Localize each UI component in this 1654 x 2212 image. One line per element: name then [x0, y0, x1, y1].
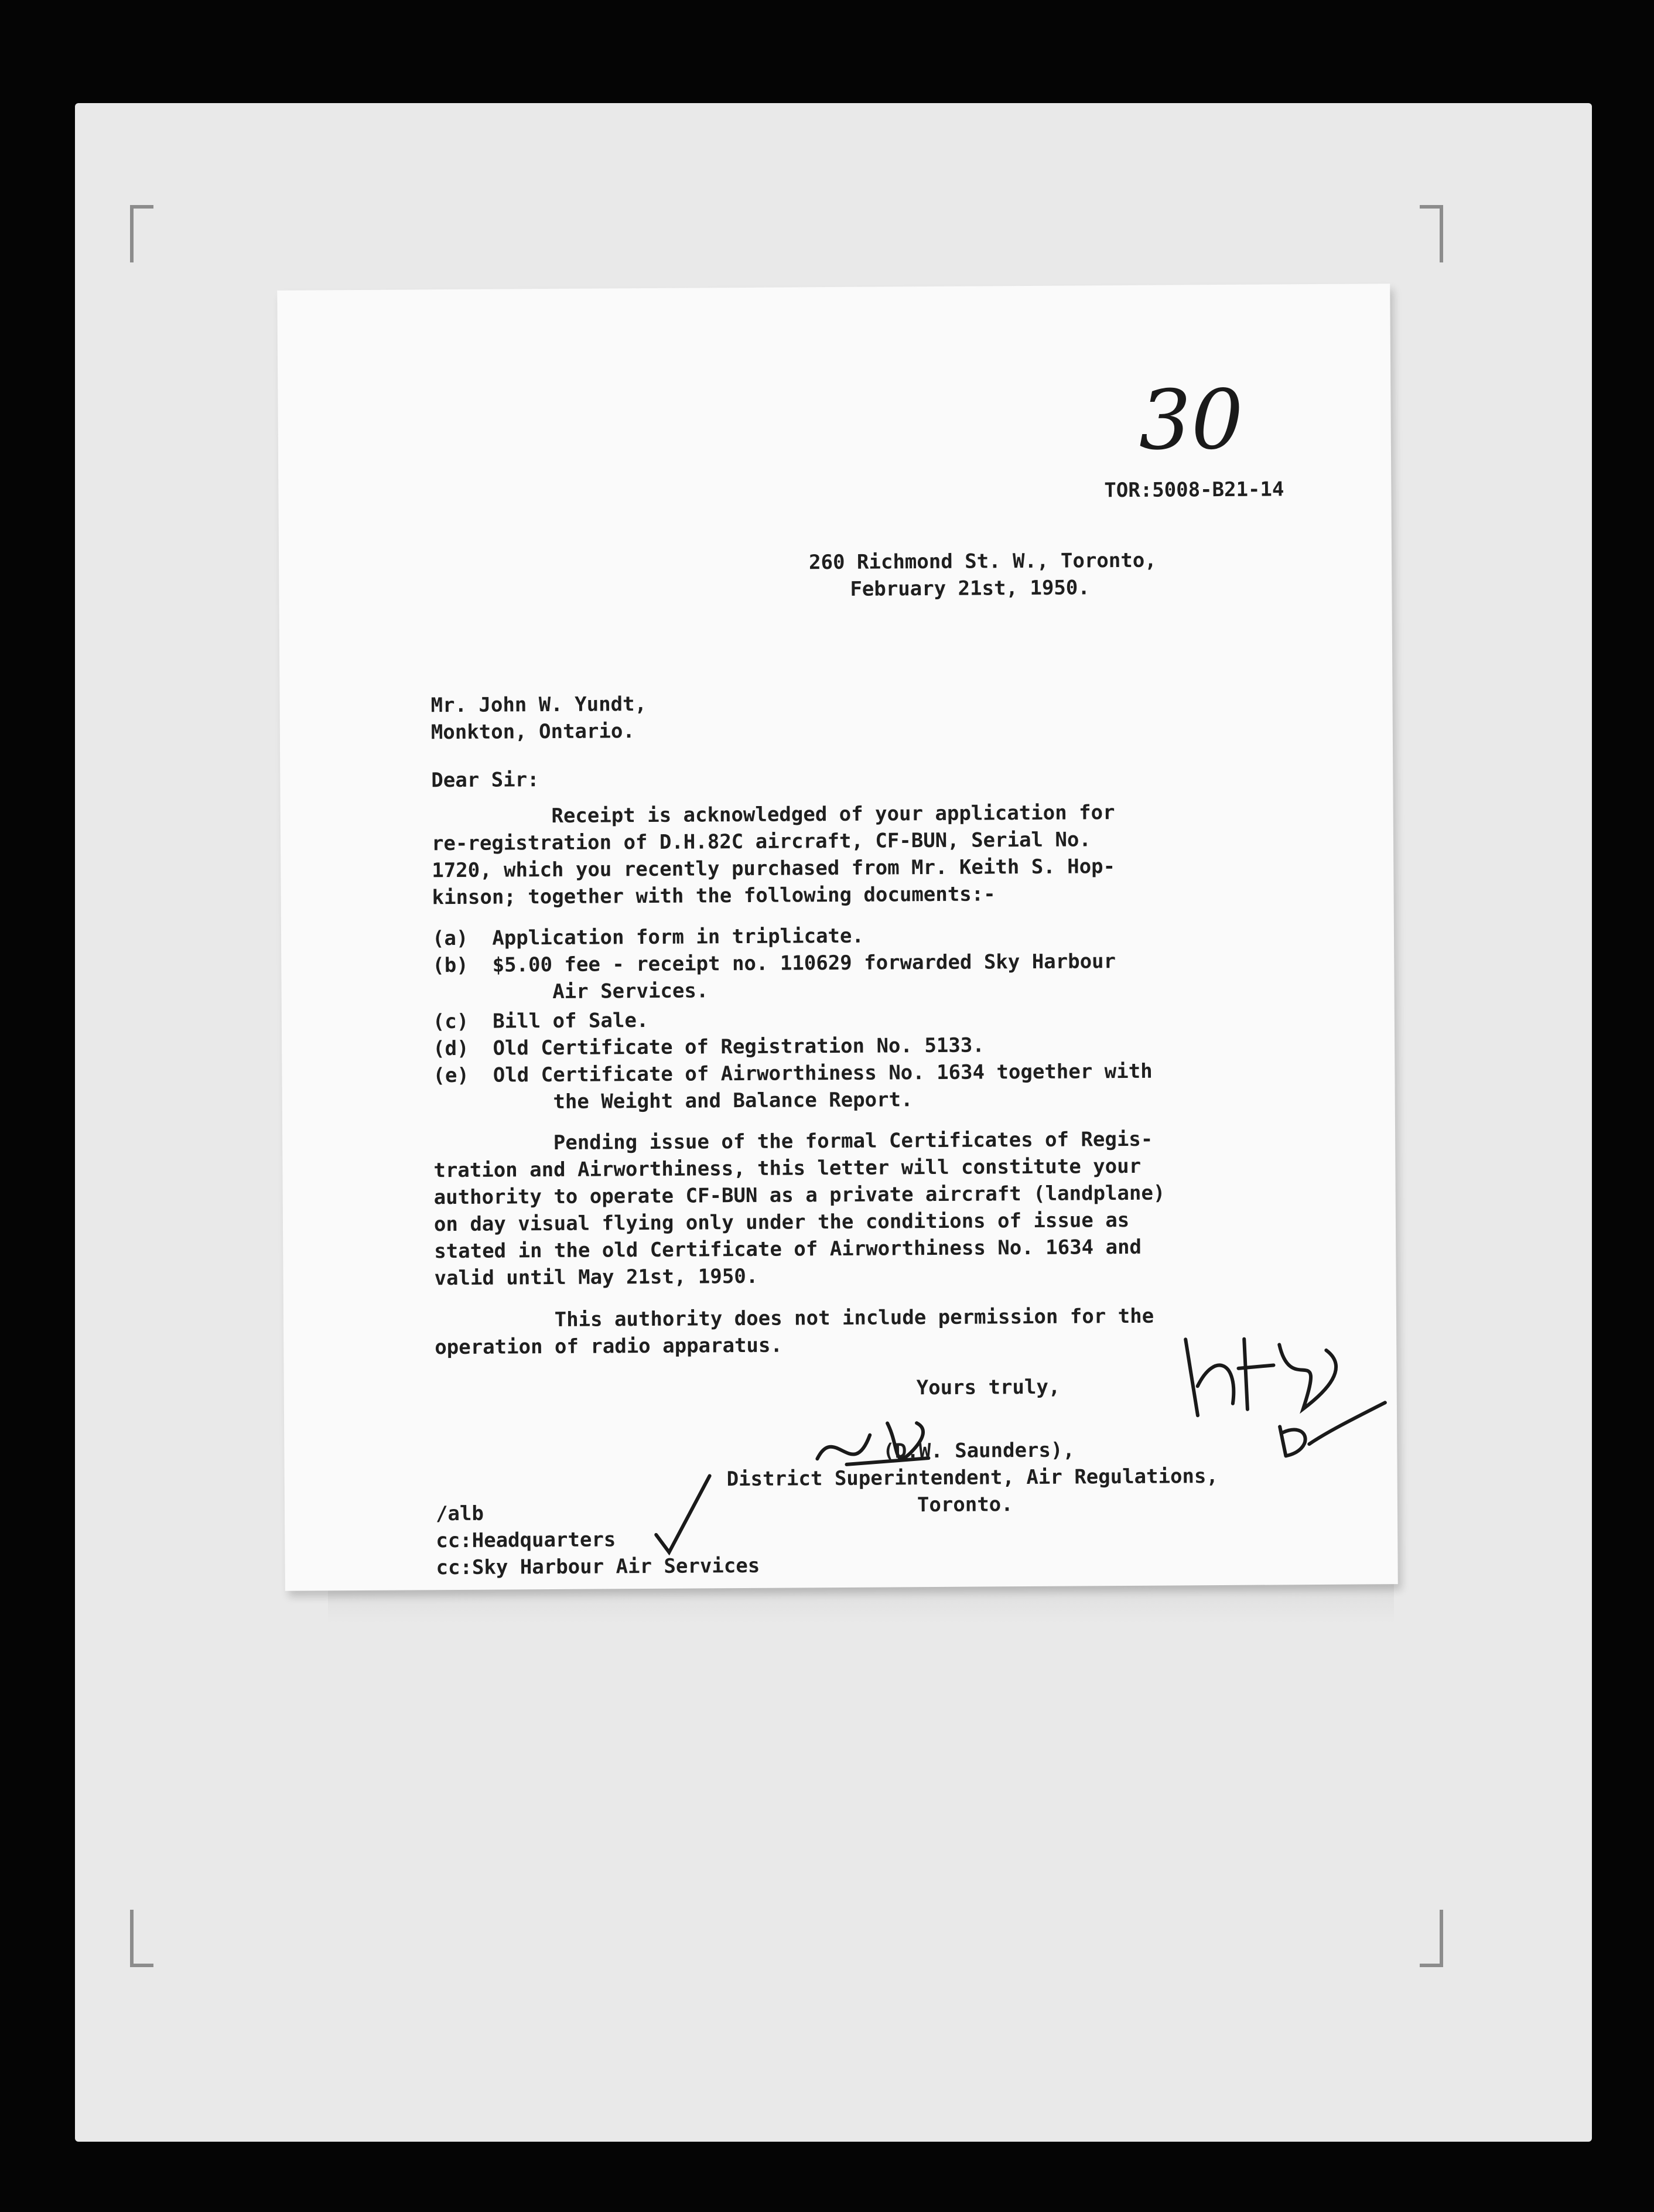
crop-mark-top-left — [130, 205, 153, 262]
paragraph-line: Receipt is acknowledged of your application for — [431, 801, 1115, 829]
paragraph-line: re-registration of D.H.82C aircraft, CF-BUN, Serial No. — [431, 828, 1091, 856]
document-item: Air Services. — [432, 979, 709, 1005]
cc-line: cc:Headquarters — [436, 1528, 616, 1553]
cc-line: cc:Sky Harbour Air Services — [436, 1554, 760, 1580]
paragraph-line: valid until May 21st, 1950. — [434, 1264, 758, 1291]
paragraph-line: tration and Airworthiness, this letter will constitute your — [433, 1154, 1142, 1183]
signatory-name: (D.W. Saunders), — [883, 1438, 1075, 1463]
signatory-city: Toronto. — [917, 1493, 1013, 1517]
paragraph-line: kinson; together with the following documents:- — [432, 882, 996, 910]
paragraph-line: stated in the old Certificate of Airworthiness No. 1634 and — [434, 1235, 1142, 1264]
signatory-title: District Superintendent, Air Regulations, — [726, 1465, 1219, 1491]
typist-initials: /alb — [435, 1501, 484, 1526]
paragraph-line: on day visual flying only under the conditions of issue as — [433, 1208, 1130, 1237]
handwritten-initials — [1174, 1315, 1397, 1468]
check-mark — [651, 1470, 716, 1558]
sender-address: 260 Richmond St. W., Toronto, — [808, 548, 1157, 575]
handwritten-page-number: 30 — [1139, 372, 1244, 469]
document-item: the Weight and Balance Report. — [433, 1088, 913, 1115]
letter-sheet — [277, 284, 1398, 1591]
document-item: (e) Old Certificate of Airworthiness No. 1634 together with — [433, 1059, 1153, 1088]
document-item: (c) Bill of Sale. — [432, 1008, 649, 1034]
crop-mark-bottom-right — [1420, 1910, 1443, 1967]
document-item: (b) $5.00 fee - receipt no. 110629 forwarded Sky Harbour — [432, 950, 1116, 978]
recipient-name: Mr. John W. Yundt, — [430, 692, 647, 718]
paragraph-line: This authority does not include permission for the — [434, 1304, 1154, 1333]
crop-mark-bottom-left — [130, 1910, 153, 1967]
paragraph-line: operation of radio apparatus. — [435, 1333, 783, 1360]
paragraph-line: authority to operate CF-BUN as a private aircraft (landplane) — [433, 1181, 1166, 1210]
document-item: (a) Application form in triplicate. — [432, 924, 864, 951]
letter-date: February 21st, 1950. — [850, 576, 1090, 601]
file-reference: TOR:5008-B21-14 — [1104, 477, 1284, 503]
paragraph-line: 1720, which you recently purchased from Mr. Keith S. Hop- — [432, 855, 1116, 883]
document-item: (d) Old Certificate of Registration No. 5133. — [433, 1033, 985, 1061]
salutation: Dear Sir: — [431, 768, 539, 793]
closing: Yours truly, — [916, 1375, 1061, 1400]
recipient-location: Monkton, Ontario. — [430, 719, 635, 745]
crop-mark-top-right — [1420, 205, 1443, 262]
paragraph-line: Pending issue of the formal Certificates of Regis- — [433, 1127, 1153, 1156]
